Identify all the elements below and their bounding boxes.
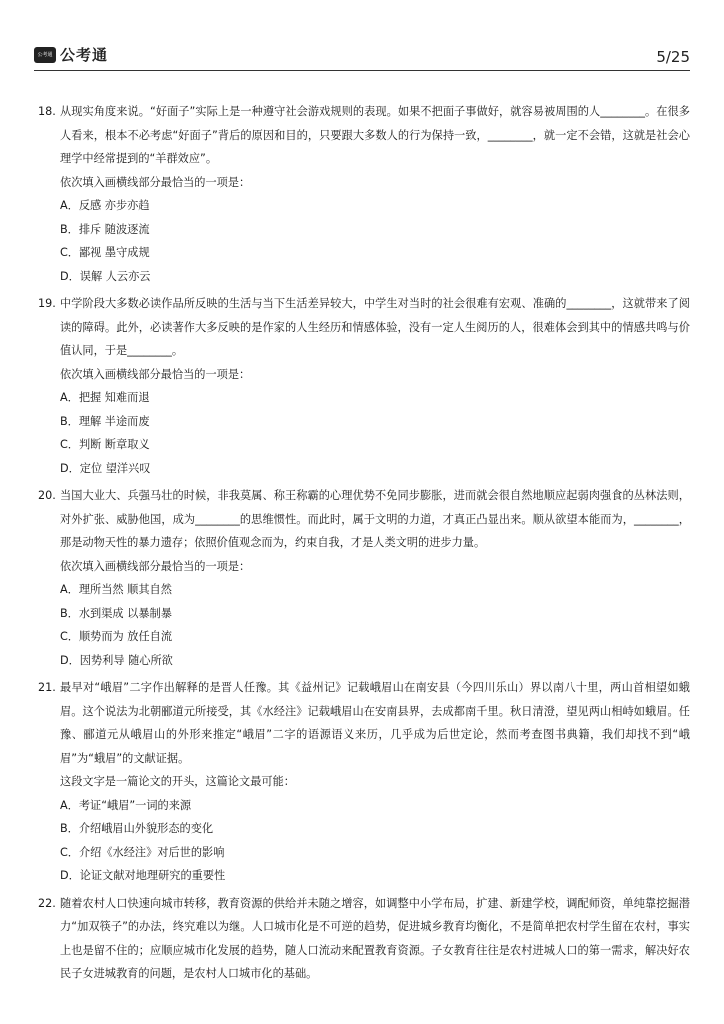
option-b: B．水到渠成 以暴制暴 [60,606,172,620]
question-stem: 随着农村人口快速向城市转移，教育资源的供给并未随之增容，如调整中小学布局，扩建、新建学校，调配师资，单纯靠挖掘潜力“加双筷子”的办法，终究难以为继。人口城市化是不可逆的趋势，促进城乡教育均衡化，不是简单把农村学生留在农村，事实上也是留不住的；应顺应城市化发展的趋势，随人口流动来配置教育资源。子女教育往往是农村进城人口的第一需求，解决好农民子女进城教育的问题，是农村人口城市化的基础。 [60,896,690,980]
option-d: D．误解 人云亦云 [60,269,151,283]
page-number: 5/25 [656,48,690,66]
option-a: A．把握 知难而退 [60,391,150,404]
question-number: 20. [38,489,56,502]
question-prompt: 依次填入画横线部分最恰当的一项是： [60,559,251,573]
option-d: D．因势利导 随心所欲 [60,653,173,667]
question-22 [38,892,690,986]
option-b: B．排斥 随波逐流 [60,222,150,236]
question-prompt: 依次填入画横线部分最恰当的一项是： [60,367,251,381]
question-prompt: 这段文字是一篇论文的开头，这篇论文最可能： [60,775,295,788]
question-number: 19. [38,297,56,310]
question-prompt: 依次填入画横线部分最恰当的一项是： [60,175,251,189]
option-a: A．理所当然 顺其自然 [60,583,172,596]
option-a: A．考证“峨眉”一词的来源 [60,798,192,812]
option-d: D．定位 望洋兴叹 [60,461,151,475]
option-d: D．论证文献对地理研究的重要性 [60,869,226,882]
question-number: 22. [38,896,56,910]
option-c: C．鄙视 墨守成规 [60,246,150,259]
question-21 [38,676,690,888]
option-c: C．顺势而为 放任自流 [60,630,173,643]
question-list [38,100,690,990]
option-a: A．反感 亦步亦趋 [60,199,150,212]
question-stem: 最早对“峨眉”二字作出解释的是晋人任豫。其《益州记》记载峨眉山在南安县（今四川乐山）界以南八十里，两山首相望如蛾眉。这个说法为北朝郦道元所接受，其《水经注》记载峨眉山在安南县界，去成都南千里。秋日清澄，望见两山相峙如蛾眉。任豫、郦道元从峨眉山的外形来推定“峨眉”二字的语源语义来历，几乎成为后世定论，然而考查图书典籍，我们却找不到“峨眉”为“蛾眉”的文献证据。 [60,681,690,765]
question-stem: 从现实角度来说。“好面子”实际上是一种遵守社会游戏规则的表现。如果不把面子事做好，就容易被周围的人________。在很多人看来，根本不必考虑“好面子”背后的原因和目的，只要跟大多数人的行为保持一致，________，就一定不会错，这就是社会心理学中经常提到的“羊群效应”。 [60,105,690,165]
option-b: B．介绍峨眉山外貌形态的变化 [60,822,214,835]
option-c: C．介绍《水经注》对后世的影响 [60,845,225,859]
page-header [34,40,690,71]
option-c: C．判断 断章取义 [60,438,150,451]
question-20 [38,484,690,672]
question-number: 21. [38,681,56,694]
question-number: 18. [38,105,56,118]
logo [34,44,108,65]
question-stem: 当国大业大、兵强马壮的时候，非我莫属、称王称霸的心理优势不免同步膨胀，进而就会很自然地顺应起弱肉强食的丛林法则，对外扩张、威胁他国，成为________的思维惯性。而此时，属于文明的力道，才真正凸显出来。顺从欲望本能而为，________，那是动物天性的暴力遗存；依照价值观念而为，约束自我，才是人类文明的进步力量。 [60,489,690,549]
question-18 [38,100,690,288]
question-stem: 中学阶段大多数必读作品所反映的生活与当下生活差异较大，中学生对当时的社会很难有宏观、准确的________，这就带来了阅读的障碍。此外，必读著作大多反映的是作家的人生经历和情感体验，没有一定人生阅历的人，很难体会到其中的情感共鸣与价值认同，于是________。 [60,297,690,357]
question-19 [38,292,690,480]
logo-text: 公考通 [60,46,109,64]
option-b: B．理解 半途而废 [60,414,150,428]
logo-badge: 公考通 [34,47,56,63]
